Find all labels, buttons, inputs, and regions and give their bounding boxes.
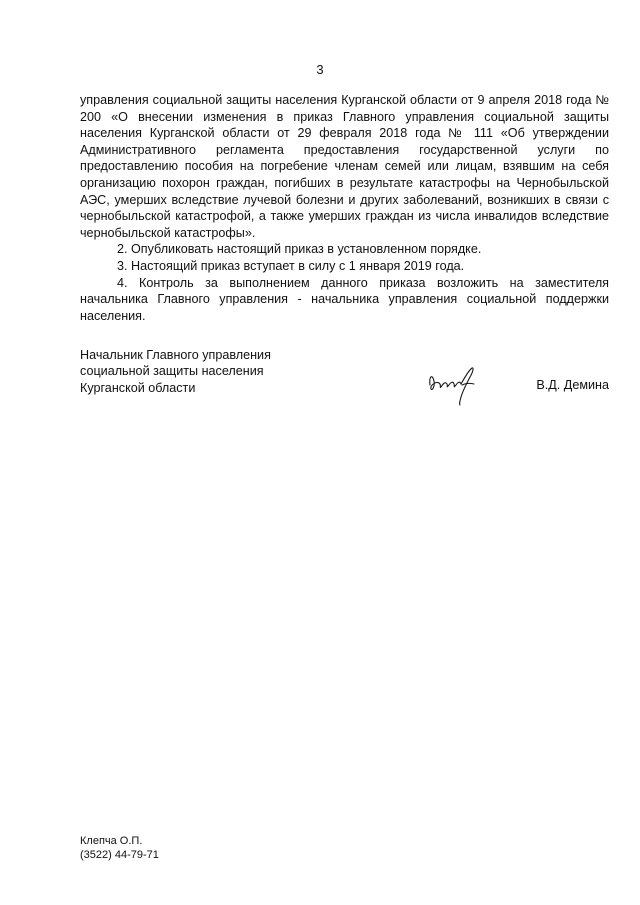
signature-block: [80, 347, 609, 407]
page-number: 3: [316, 62, 324, 77]
text-line: 3. Настоящий приказ вступает в силу с 1 января 2019 года.: [117, 258, 465, 273]
signatory-position-line: Начальник Главного управления: [80, 348, 271, 362]
paragraph-item-4: [80, 275, 609, 325]
text-line: организацию похорон граждан, погибших в результате катастрофы на Чернобыльской: [80, 175, 609, 190]
text-line: 2. Опубликовать настоящий приказ в установленном порядке.: [117, 242, 482, 257]
paragraph-item-2: [80, 241, 609, 258]
signatory-position: [80, 347, 271, 396]
text-line: АЭС, умерших вследствие лучевой болезни и других заболеваний, возникших в связи с: [80, 192, 609, 207]
signatory-position-line: социальной защиты населения: [80, 364, 264, 379]
paragraph-item-3: [80, 258, 609, 275]
text-line: предоставлению пособия на погребение членам семей или лицам, взявшим на себя: [80, 159, 609, 174]
text-line: № 200 «О внесении изменения в приказ Главного управления социальной защиты: [80, 93, 610, 124]
text-line: начальника Главного управления - начальника управления социальной поддержки: [80, 292, 609, 307]
text-line: населения.: [80, 308, 146, 323]
signatory-name: В.Д. Демина: [536, 378, 609, 392]
text-line: чернобыльской катастрофой, а также умерших граждан из числа инвалидов вследствие: [80, 209, 609, 224]
paragraph-continuation: [80, 92, 609, 241]
text-line: Административного регламента предоставления государственной услуги по: [80, 142, 609, 157]
executor-phone: (3522) 44-79-71: [80, 849, 159, 861]
handwritten-signature-icon: [426, 363, 480, 407]
signatory-position-line: Курганской области: [80, 380, 196, 395]
text-line: населения Курганской области от 29 февраля 2018 года № 111 «Об утверждении: [80, 126, 609, 141]
document-body: [80, 92, 609, 324]
text-line: управления социальной защиты населения Курганской области от 9 апреля 2018 года: [80, 93, 592, 107]
text-line: 4. Контроль за выполнением данного приказа возложить на заместителя: [117, 275, 609, 290]
executor-name: Клепча О.П.: [80, 835, 143, 847]
executor-block: [80, 834, 159, 862]
text-line: чернобыльской катастрофы».: [80, 225, 256, 240]
